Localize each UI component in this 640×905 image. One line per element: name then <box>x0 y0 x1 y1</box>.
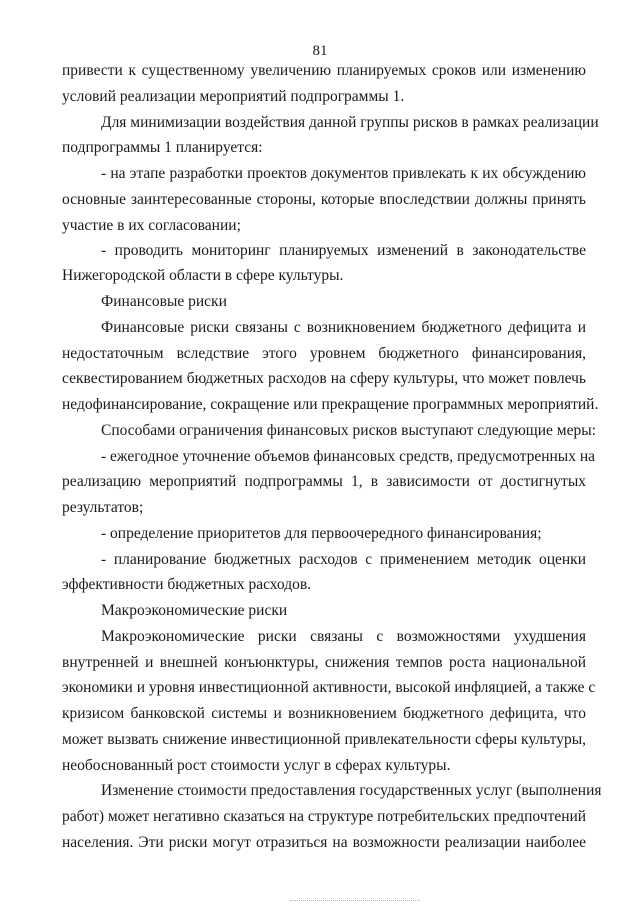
text-line: населения. Эти риски могут отразиться на возможности реализации наиболее <box>62 834 586 851</box>
text-line: - ежегодное уточнение объемов финансовых средств, предусмотренных на <box>101 448 596 465</box>
text-line: эффективности бюджетных расходов. <box>62 576 312 593</box>
text-line: результатов; <box>62 499 144 516</box>
text-line: условий реализации мероприятий подпрограммы 1. <box>62 88 405 105</box>
text-line: необоснованный рост стоимости услуг в сферах культуры. <box>62 757 451 774</box>
text-line: Нижегородской области в сфере культуры. <box>62 267 344 284</box>
text-line: - определение приоритетов для первоочередного финансирования; <box>101 525 542 542</box>
text-line: Способами ограничения финансовых рисков выступают следующие меры: <box>101 422 596 439</box>
text-line: работ) может негативно сказаться на структуре потребительских предпочтений <box>62 808 587 825</box>
text-line: кризисом банковской системы и возникновением бюджетного дефицита, что <box>62 705 586 722</box>
text-line: экономики и уровня инвестиционной активности, высокой инфляцией, а также с <box>62 679 596 696</box>
text-line: недофинансирование, сокращение или прекращение программных мероприятий. <box>62 396 599 413</box>
scan-edge-mark <box>290 900 420 903</box>
text-line: Для минимизации воздействия данной группы рисков в рамках реализации <box>101 114 599 131</box>
text-line: привести к существенному увеличению планируемых сроков или изменению <box>62 62 586 79</box>
text-line: реализацию мероприятий подпрограммы 1, в зависимости от достигнутых <box>62 473 586 490</box>
text-line: - на этапе разработки проектов документов привлекать к их обсуждению <box>101 165 586 182</box>
section-heading: Финансовые риски <box>101 293 227 310</box>
section-heading: Макроэкономические риски <box>101 602 288 619</box>
text-line: Изменение стоимости предоставления государственных услуг (выполнения <box>101 782 602 799</box>
text-line: недостаточным вследствие этого уровнем бюджетного финансирования, <box>62 345 586 362</box>
text-line: внутренней и внешней конъюнктуры, снижения темпов роста национальной <box>62 654 586 671</box>
text-line: может вызвать снижение инвестиционной привлекательности сферы культуры, <box>62 731 586 748</box>
page-number: 81 <box>312 43 328 59</box>
text-line: - планирование бюджетных расходов с применением методик оценки <box>101 551 586 568</box>
text-line: Макроэкономические риски связаны с возможностями ухудшения <box>101 628 586 645</box>
text-line: основные заинтересованные стороны, которые впоследствии должны принять <box>62 191 586 208</box>
text-line: подпрограммы 1 планируется: <box>62 139 263 156</box>
text-line: Финансовые риски связаны с возникновением бюджетного дефицита и <box>101 319 586 336</box>
text-line: секвестированием бюджетных расходов на сферу культуры, что может повлечь <box>62 370 586 387</box>
text-line: участие в их согласовании; <box>62 217 241 234</box>
text-line: - проводить мониторинг планируемых изменений в законодательстве <box>101 242 586 259</box>
